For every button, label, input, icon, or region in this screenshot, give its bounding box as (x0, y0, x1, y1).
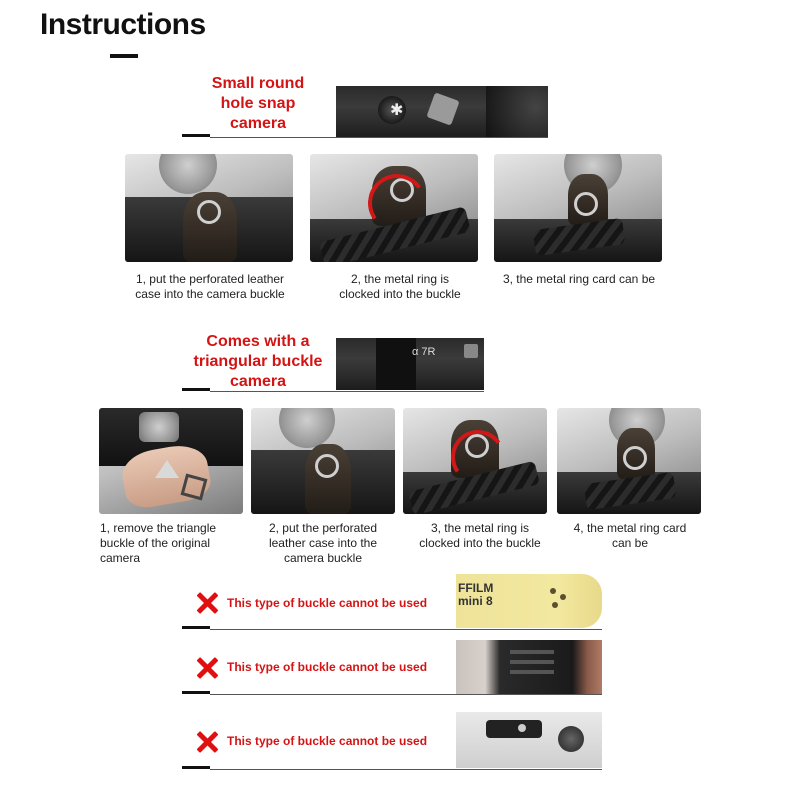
section2-divider (210, 391, 484, 392)
section1-camera-image: ✱ (336, 86, 548, 138)
row2-divider-tick (182, 691, 210, 694)
not-allowed-label-1: This type of buckle cannot be used (227, 596, 428, 610)
incompatible-camera-text-1: FFILM mini 8 (458, 581, 494, 608)
section2-step3-caption: 3, the metal ring is clocked into the buckle (419, 521, 541, 550)
step2-caption: 2, the metal ring is clocked into the buckle (339, 272, 461, 301)
incompatible-camera-image-2 (456, 640, 602, 694)
step1-caption: 1, put the perforated leather case into the camera buckle (135, 272, 285, 301)
not-allowed-label-3: This type of buckle cannot be used (227, 734, 428, 748)
section1-divider-tick (182, 134, 210, 137)
section2-camera-image (336, 338, 484, 390)
not-allowed-label-2: This type of buckle cannot be used (227, 660, 428, 674)
step2-photo (310, 154, 478, 262)
section2-step2-caption: 2, put the perforated leather case into the camera buckle (268, 521, 378, 565)
row2-divider (210, 694, 602, 695)
row3-divider-tick (182, 766, 210, 769)
ring-clocked-photo (403, 408, 547, 514)
title-underline (110, 54, 138, 58)
page-title: Instructions (40, 8, 206, 41)
step3-caption: 3, the metal ring card can be (502, 272, 656, 286)
camera-model-text: α 7R (412, 346, 436, 358)
section2-step1-caption: 1, remove the triangle buckle of the original camera (100, 521, 217, 565)
not-allowed-x-icon (196, 657, 218, 679)
not-allowed-x-icon (196, 731, 218, 753)
section1-header: Small round hole snap camera (211, 75, 305, 132)
section1-divider (210, 137, 548, 138)
incompatible-camera-image-3 (456, 712, 602, 768)
section2-divider-tick (182, 388, 210, 391)
row1-divider-tick (182, 626, 210, 629)
step1-photo (125, 154, 293, 262)
section2-step4-caption: 4, the metal ring card can be (573, 521, 687, 550)
row3-divider (210, 769, 602, 770)
remove-triangle-photo (99, 408, 243, 514)
step3-photo (494, 154, 662, 262)
incompatible-camera-image-1 (456, 574, 602, 628)
not-allowed-x-icon (196, 592, 218, 614)
section2-header: Comes with a triangular buckle camera (193, 333, 323, 390)
insert-leather-photo (251, 408, 395, 514)
ring-card-photo (557, 408, 701, 514)
row1-divider (210, 629, 602, 630)
